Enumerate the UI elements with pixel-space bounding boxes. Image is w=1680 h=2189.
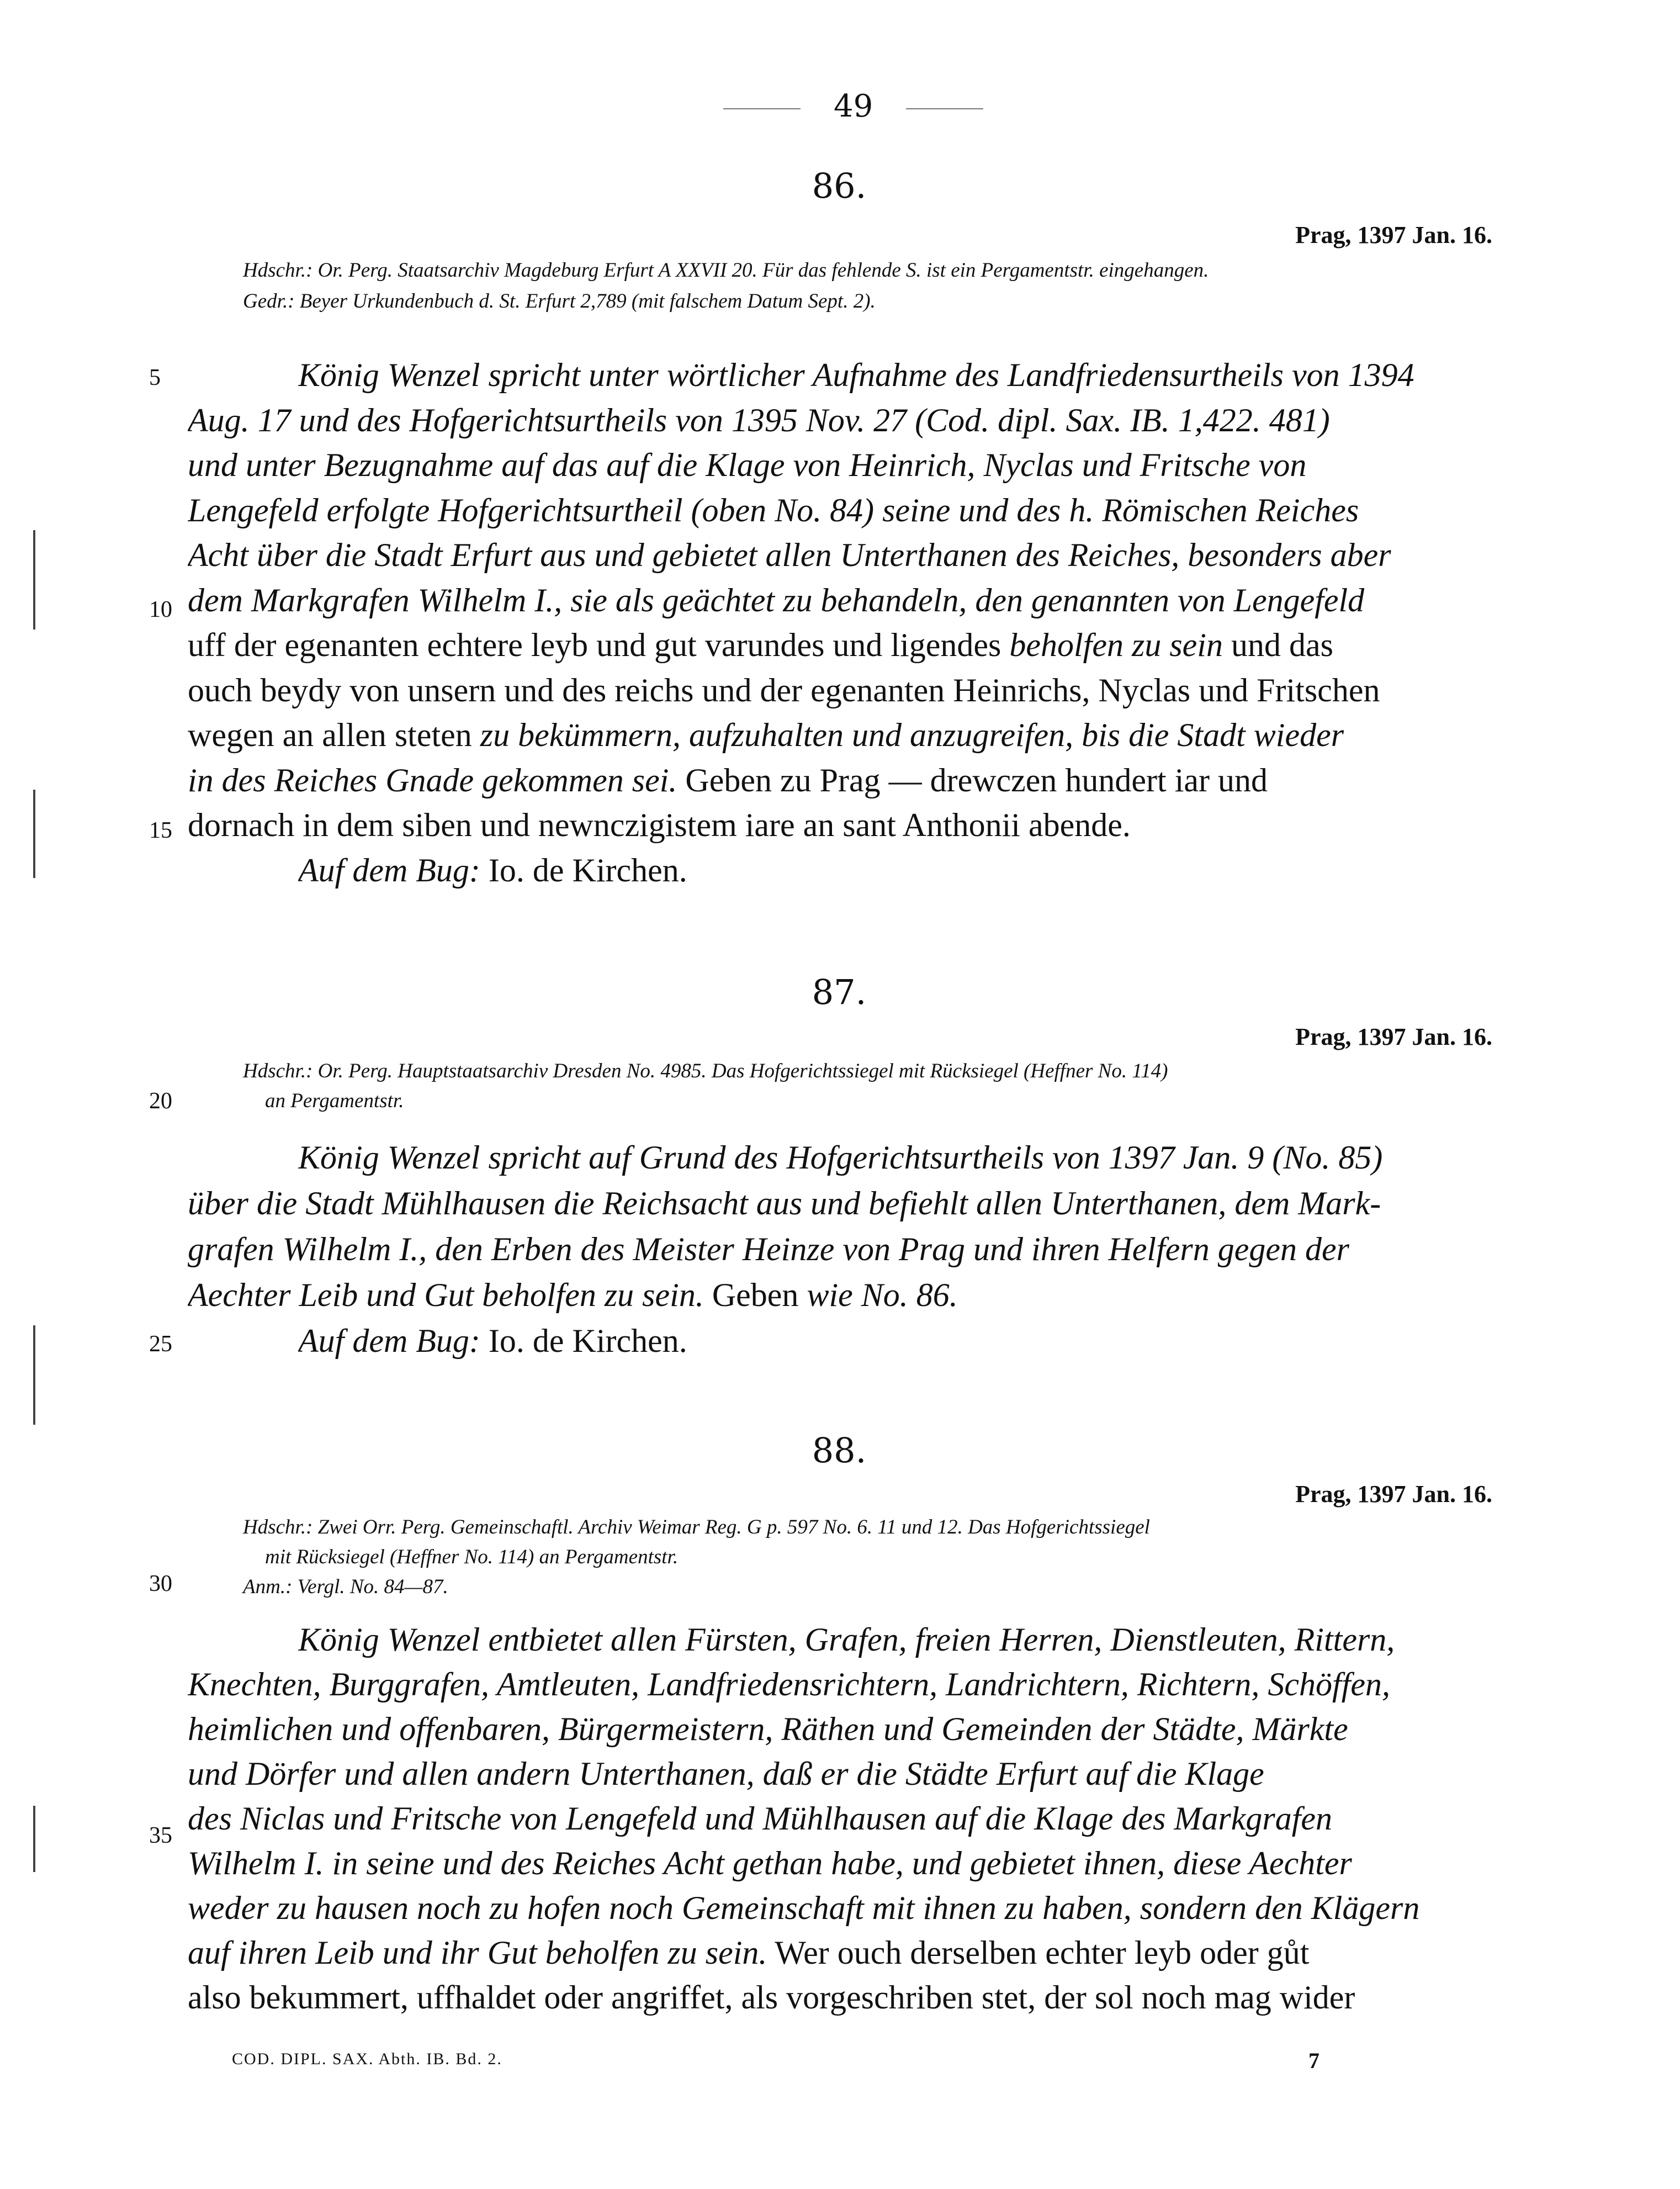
- margin-mark: [33, 790, 35, 878]
- text-line: [298, 1621, 1491, 1659]
- text-segment: Io. de Kirchen.: [480, 1323, 687, 1359]
- doc-number: 88.: [812, 1430, 867, 1471]
- text-line: [298, 1322, 1491, 1360]
- text-line: [298, 1139, 1491, 1177]
- line-number: 20: [149, 1088, 172, 1114]
- text-segment: uff der egenanten echtere leyb und gut varundes und ligendes: [188, 627, 1010, 663]
- doc-date: Prag, 1397 Jan. 16.: [1295, 221, 1492, 248]
- text-line: [188, 1710, 1491, 1748]
- text-segment: Knechten, Burggrafen, Amtleuten, Landfriedensrichtern, Landrichtern, Richtern, Schöffen,: [188, 1666, 1391, 1702]
- text-segment: König Wenzel spricht auf Grund des Hofgerichtsurtheils von 1397 Jan. 9 (No. 85): [298, 1139, 1383, 1176]
- text-line: [188, 1185, 1491, 1223]
- text-line: [188, 491, 1491, 530]
- text-segment: in des Reiches Gnade gekommen sei.: [188, 762, 677, 799]
- text-segment: über die Stadt Mühlhausen die Reichsacht aus und befiehlt allen Unterthanen, dem Mark-: [188, 1185, 1381, 1222]
- text-segment: dornach in dem siben und newnczigistem iare an sant Anthonii abende.: [188, 807, 1131, 843]
- line-number: 15: [149, 818, 172, 843]
- line-number: 5: [149, 365, 161, 390]
- page-number: 49: [690, 88, 988, 124]
- text-segment: ouch beydy von unsern und des reichs und der egenanten Heinrichs, Nyclas und Fritschen: [188, 671, 1380, 708]
- text-segment: Geben zu Prag — drewczen hundert iar und: [677, 762, 1268, 799]
- text-line: [188, 806, 1491, 844]
- source-note: Anm.: Vergl. No. 84—87.: [243, 1575, 448, 1598]
- text-segment: Auf dem Bug:: [298, 1323, 480, 1359]
- text-line: [188, 1276, 1491, 1314]
- source-note: Hdschr.: Or. Perg. Hauptstaatsarchiv Dresden No. 4985. Das Hofgerichtssiegel mit Rücksiegel (Heffner No. 114): [243, 1060, 1168, 1082]
- text-line: [188, 671, 1491, 710]
- text-segment: des Niclas und Fritsche von Lengefeld und Mühlhausen auf die Klage des Markgrafen: [188, 1800, 1333, 1837]
- doc-number: 86.: [812, 166, 867, 206]
- text-segment: Geben: [703, 1277, 807, 1313]
- text-line: [188, 446, 1491, 484]
- text-line: [298, 852, 1491, 890]
- doc-number: 87.: [812, 972, 867, 1012]
- source-note: mit Rücksiegel (Heffner No. 114) an Pergamentstr.: [265, 1546, 679, 1568]
- text-segment: dem Markgrafen Wilhelm I., sie als geächtet zu behandeln, den genannten von Lengefeld: [188, 581, 1365, 618]
- text-line: [188, 716, 1491, 754]
- text-segment: Aug. 17 und des Hofgerichtsurtheils von 1395 Nov. 27 (Cod. dipl. Sax. IB. 1,422. 481): [188, 401, 1330, 438]
- text-segment: Io. de Kirchen.: [480, 852, 687, 889]
- source-note: Hdschr.: Or. Perg. Staatsarchiv Magdeburg Erfurt A XXVII 20. Für das fehlende S. ist ein Pergamentstr. eingehangen.: [243, 259, 1209, 282]
- text-segment: wie No. 86.: [807, 1277, 958, 1313]
- text-line: [188, 581, 1491, 620]
- text-segment: auf ihren Leib und ihr Gut beholfen zu sein.: [188, 1934, 767, 1971]
- footer-sheet-number: 7: [1308, 2048, 1321, 2073]
- text-line: [188, 762, 1491, 800]
- text-segment: und das: [1222, 627, 1333, 663]
- text-line: [188, 626, 1491, 664]
- text-line: [188, 1844, 1491, 1883]
- line-number: 25: [149, 1331, 172, 1357]
- source-note: an Pergamentstr.: [265, 1090, 404, 1112]
- margin-mark: [33, 1806, 35, 1872]
- doc-date: Prag, 1397 Jan. 16.: [1295, 1023, 1492, 1050]
- text-line: [298, 356, 1491, 394]
- text-line: [188, 1755, 1491, 1793]
- line-number: 30: [149, 1571, 172, 1596]
- text-line: [188, 1800, 1491, 1838]
- text-segment: und unter Bezugnahme auf das auf die Klage von Heinrich, Nyclas und Fritsche von: [188, 447, 1307, 483]
- margin-mark: [33, 530, 35, 630]
- source-note: Hdschr.: Zwei Orr. Perg. Gemeinschaftl. Archiv Weimar Reg. G p. 597 No. 6. 11 und 12. Das Hofgerichtssiegel: [243, 1516, 1150, 1538]
- text-segment: weder zu hausen noch zu hofen noch Gemeinschaft mit ihnen zu haben, sondern den Klägern: [188, 1890, 1420, 1926]
- text-segment: Wilhelm I. in seine und des Reiches Acht gethan habe, und gebietet ihnen, diese Aechter: [188, 1845, 1352, 1881]
- text-segment: heimlichen und offenbaren, Bürgermeistern, Räthen und Gemeinden der Städte, Märkte: [188, 1711, 1348, 1747]
- text-segment: Lengefeld erfolgte Hofgerichtsurtheil (oben No. 84) seine und des h. Römischen Reiches: [188, 491, 1359, 528]
- text-segment: Wer ouch derselben echter leyb oder gůt: [767, 1934, 1310, 1971]
- text-line: [188, 1979, 1491, 2017]
- text-segment: Auf dem Bug:: [298, 852, 480, 889]
- text-line: [188, 1889, 1491, 1927]
- text-segment: beholfen zu sein: [1009, 627, 1223, 663]
- text-segment: zu bekümmern, aufzuhalten und anzugreifen, bis die Stadt wieder: [480, 717, 1344, 753]
- text-segment: Aechter Leib und Gut beholfen zu sein.: [188, 1277, 704, 1313]
- text-line: [188, 1934, 1491, 1972]
- text-segment: Acht über die Stadt Erfurt aus und gebietet allen Unterthanen des Reiches, besonders aber: [188, 537, 1391, 573]
- doc-date: Prag, 1397 Jan. 16.: [1295, 1481, 1492, 1508]
- footer-signature: COD. DIPL. SAX. Abth. IB. Bd. 2.: [232, 2050, 502, 2068]
- line-number: 35: [149, 1823, 172, 1848]
- text-line: [188, 536, 1491, 574]
- text-segment: König Wenzel entbietet allen Fürsten, Grafen, freien Herren, Dienstleuten, Rittern,: [298, 1621, 1395, 1658]
- text-line: [188, 1665, 1491, 1704]
- text-segment: also bekummert, uffhaldet oder angriffet, als vorgeschriben stet, der sol noch mag wider: [188, 1979, 1355, 2016]
- text-segment: König Wenzel spricht unter wörtlicher Aufnahme des Landfriedensurtheils von 1394: [298, 357, 1414, 393]
- text-line: [188, 401, 1491, 440]
- margin-mark: [33, 1325, 35, 1425]
- text-segment: wegen an allen steten: [188, 717, 480, 753]
- text-segment: und Dörfer und allen andern Unterthanen, daß er die Städte Erfurt auf die Klage: [188, 1756, 1264, 1792]
- text-line: [188, 1230, 1491, 1268]
- source-note: Gedr.: Beyer Urkundenbuch d. St. Erfurt 2,789 (mit falschem Datum Sept. 2).: [243, 290, 876, 313]
- text-segment: grafen Wilhelm I., den Erben des Meister Heinze von Prag und ihren Helfern gegen der: [188, 1231, 1349, 1267]
- line-number: 10: [149, 597, 172, 622]
